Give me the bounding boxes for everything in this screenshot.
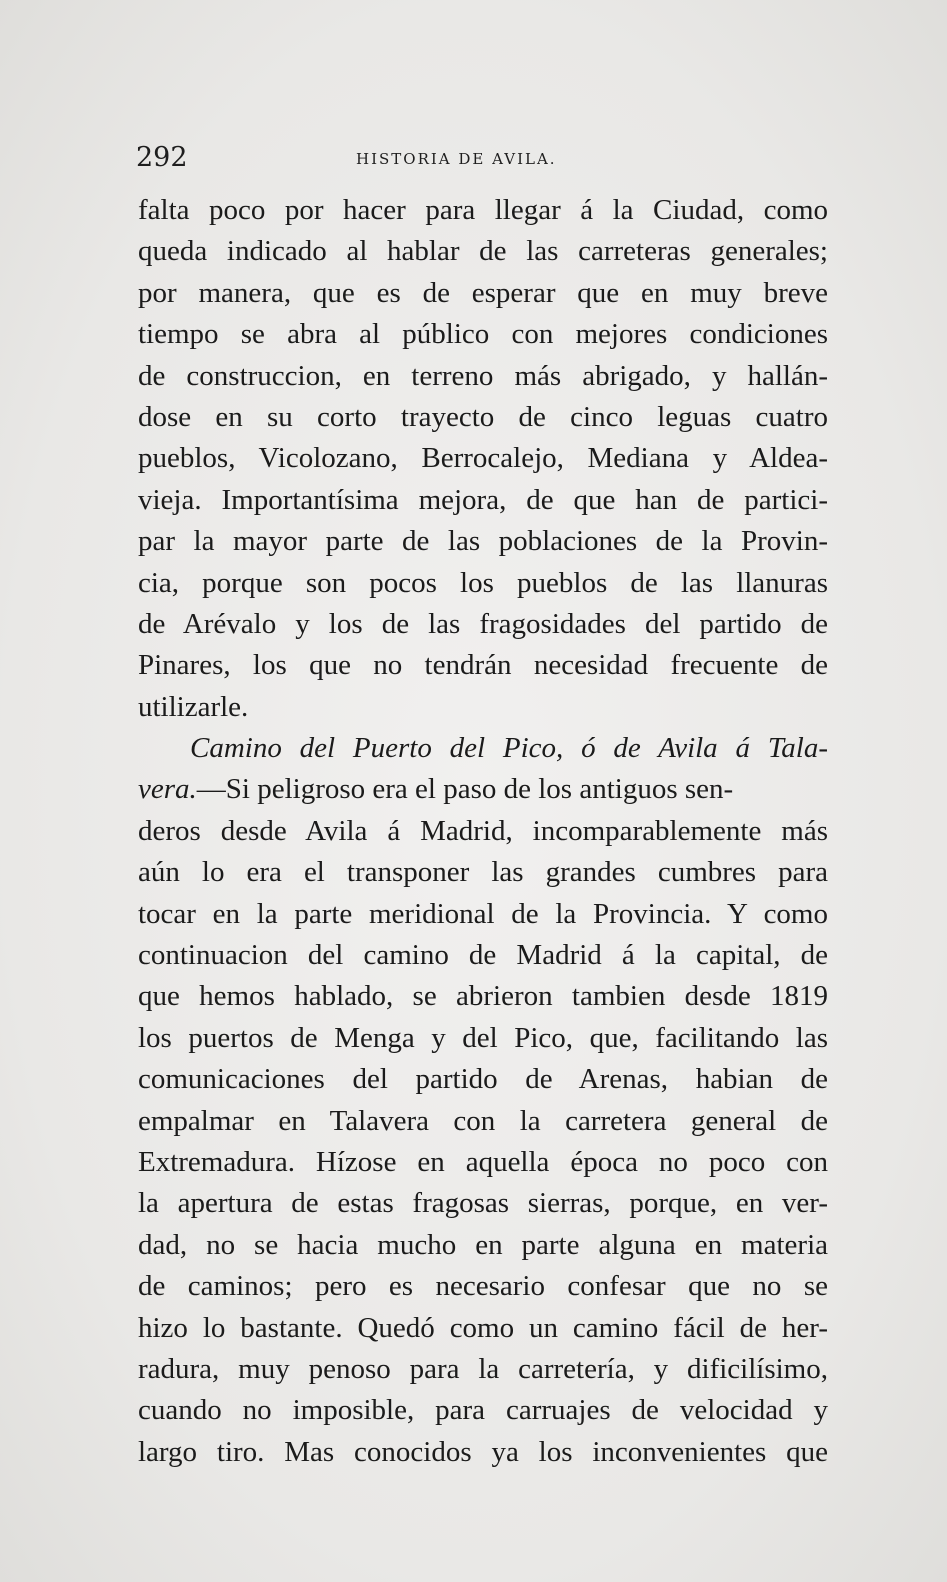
- text-line: Pinares, los que no tendrán necesidad frecuente de: [138, 649, 828, 682]
- text-line: Extremadura. Hízose en aquella época no poco con: [138, 1145, 828, 1178]
- body-text: [138, 190, 828, 1473]
- text-line: cuando no imposible, para carruajes de velocidad y: [138, 1394, 828, 1427]
- text-line: cia, porque son pocos los pueblos de las llanuras: [138, 566, 828, 599]
- text-line: par la mayor parte de las poblaciones de la Provin-: [138, 525, 828, 558]
- section-heading-end: vera.: [138, 773, 197, 806]
- text-line: dose en su corto trayecto de cinco leguas cuatro: [138, 400, 828, 433]
- text-line-with-heading: [138, 769, 828, 810]
- text-line: de caminos; pero es necesario confesar que no se: [138, 1270, 828, 1303]
- text-line: queda indicado al hablar de las carreteras generales;: [138, 235, 828, 268]
- text-line: de construccion, en terreno más abrigado, y hallán-: [138, 359, 828, 392]
- text-line: utilizarle.: [138, 690, 249, 723]
- text-line: hizo lo bastante. Quedó como un camino fácil de her-: [138, 1311, 828, 1344]
- text-line: aún lo era el transponer las grandes cumbres para: [138, 856, 828, 889]
- text-line: de Arévalo y los de las fragosidades del partido de: [138, 607, 828, 640]
- text-line: largo tiro. Mas conocidos ya los inconvenientes que: [138, 1435, 828, 1468]
- text-line: empalmar en Talavera con la carretera general de: [138, 1104, 828, 1137]
- text-line: los puertos de Menga y del Pico, que, facilitando las: [138, 1021, 828, 1054]
- text-line: falta poco por hacer para llegar á la Ciudad, como: [138, 194, 828, 226]
- page-header: [136, 142, 816, 178]
- text-line: tocar en la parte meridional de la Provincia. Y como: [138, 897, 828, 930]
- section-heading-line: Camino del Puerto del Pico, ó de Avila á Tala-: [190, 732, 828, 765]
- text-line: pueblos, Vicolozano, Berrocalejo, Mediana y Aldea-: [138, 442, 828, 475]
- text-line: dad, no se hacia mucho en parte alguna en materia: [138, 1228, 828, 1261]
- text-line: vieja. Importantísima mejora, de que han de partici-: [138, 483, 828, 516]
- text-line: la apertura de estas fragosas sierras, porque, en ver-: [138, 1187, 828, 1220]
- text-line: radura, muy penoso para la carretería, y dificilísimo,: [138, 1352, 828, 1385]
- text-line: tiempo se abra al público con mejores condiciones: [138, 318, 828, 351]
- text-line: por manera, que es de esperar que en muy breve: [138, 276, 828, 309]
- text-line: que hemos hablado, se abrieron tambien desde 1819: [138, 980, 828, 1013]
- page-number: 292: [136, 142, 188, 173]
- text-line: comunicaciones del partido de Arenas, habian de: [138, 1063, 828, 1096]
- text-line: deros desde Avila á Madrid, incomparablemente más: [138, 814, 828, 847]
- running-head: HISTORIA DE AVILA.: [356, 150, 557, 168]
- text-line-continuation: —Si peligroso era el paso de los antiguos sen-: [196, 773, 734, 806]
- text-line: continuacion del camino de Madrid á la capital, de: [138, 939, 828, 972]
